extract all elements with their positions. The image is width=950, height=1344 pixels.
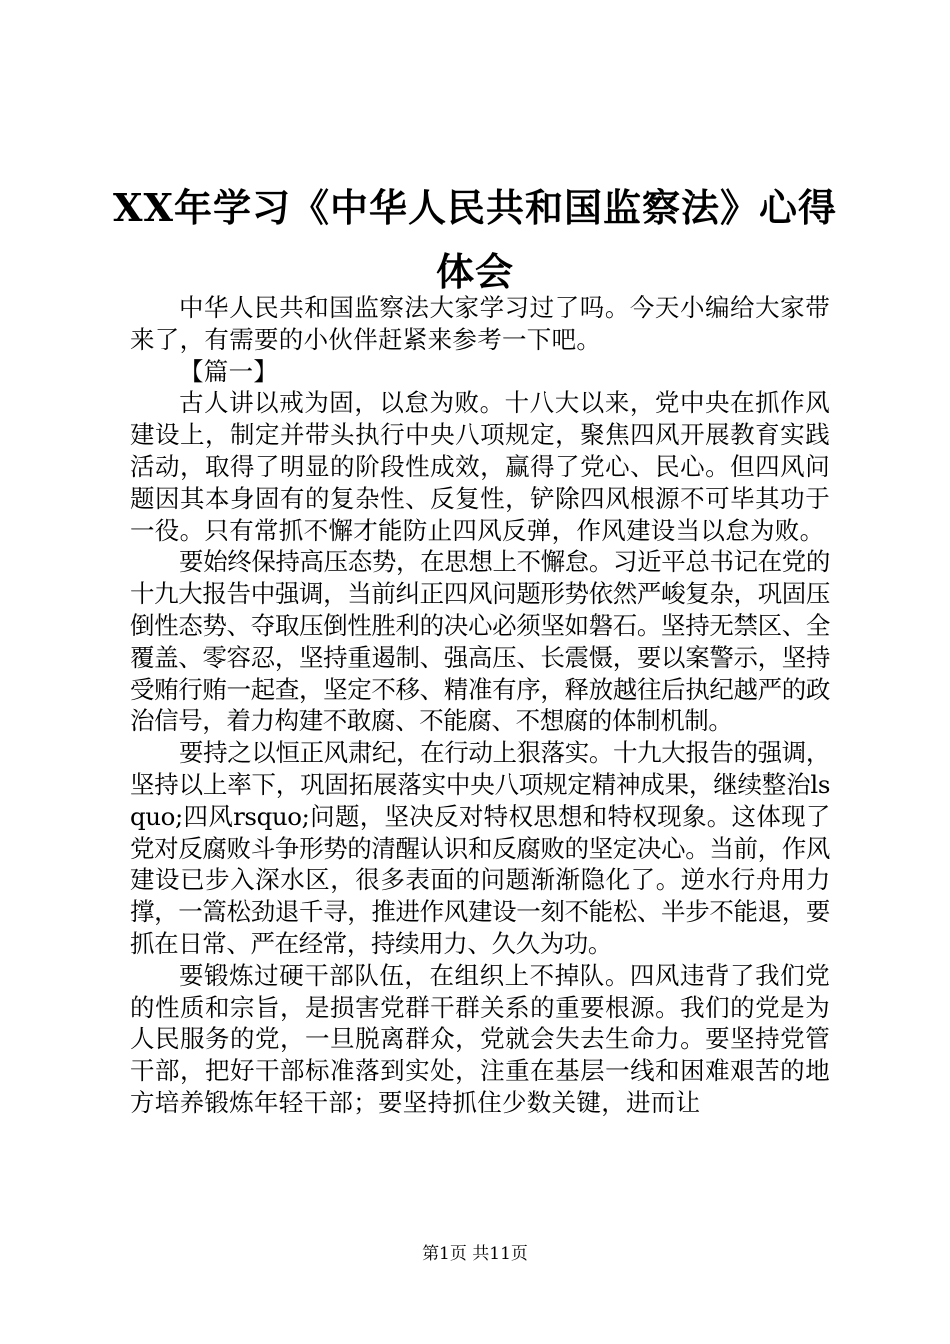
body-paragraph: 要始终保持高压态势，在思想上不懈怠。习近平总书记在党的十九大报告中强调，当前纠正四风问题形势依然严峻复杂，巩固压倒性态势、夺取压倒性胜利的决心必须坚如磐石。坚持无禁区、全覆盖、零容忍，坚持重遏制、强高压、长震慑，要以案警示，坚持受贿行贿一起查，坚定不移、精准有序，释放越往后执纪越严的政治信号，着力构建不敢腐、不能腐、不想腐的体制机制。 xyxy=(130,547,830,736)
body-paragraph: 古人讲以戒为固，以怠为败。十八大以来，党中央在抓作风建设上，制定并带头执行中央八项规定，聚焦四风开展教育实践活动，取得了明显的阶段性成效，赢得了党心、民心。但四风问题因其本身固有的复杂性、反复性，铲除四风根源不可毕其功于一役。只有常抓不懈才能防止四风反弹，作风建设当以怠为败。 xyxy=(130,388,830,545)
document-body xyxy=(130,292,830,1119)
intro-paragraph: 中华人民共和国监察法大家学习过了吗。今天小编给大家带来了，有需要的小伙伴赶紧来参考一下吧。 xyxy=(130,293,830,354)
body-paragraph: 要锻炼过硬干部队伍，在组织上不掉队。四风违背了我们党的性质和宗旨，是损害党群干群关系的重要根源。我们的党是为人民服务的党，一旦脱离群众，党就会失去生命力。要坚持党管干部，把好干部标准落到实处，注重在基层一线和困难艰苦的地方培养锻炼年轻干部；要坚持抓住少数关键，进而让 xyxy=(130,960,830,1117)
page-number-footer: 第1页 共11页 xyxy=(422,1244,528,1264)
body-paragraph: 要持之以恒正风肃纪，在行动上狠落实。十九大报告的强调，坚持以上率下，巩固拓展落实中央八项规定精神成果，继续整治lsquo;四风rsquo;问题，坚决反对特权思想和特权现象。这体现了党对反腐败斗争形势的清醒认识和反腐败的坚定决心。当前，作风建设已步入深水区，很多表面的问题渐渐隐化了。逆水行舟用力撑，一篙松劲退千寻，推进作风建设一刻不能松、半步不能退，要抓在日常、严在经常，持续用力、久久为功。 xyxy=(130,738,830,958)
section-heading: 【篇一】 xyxy=(179,356,279,386)
document-title: XX年学习《中华人民共和国监察法》心得体会 xyxy=(113,185,837,294)
